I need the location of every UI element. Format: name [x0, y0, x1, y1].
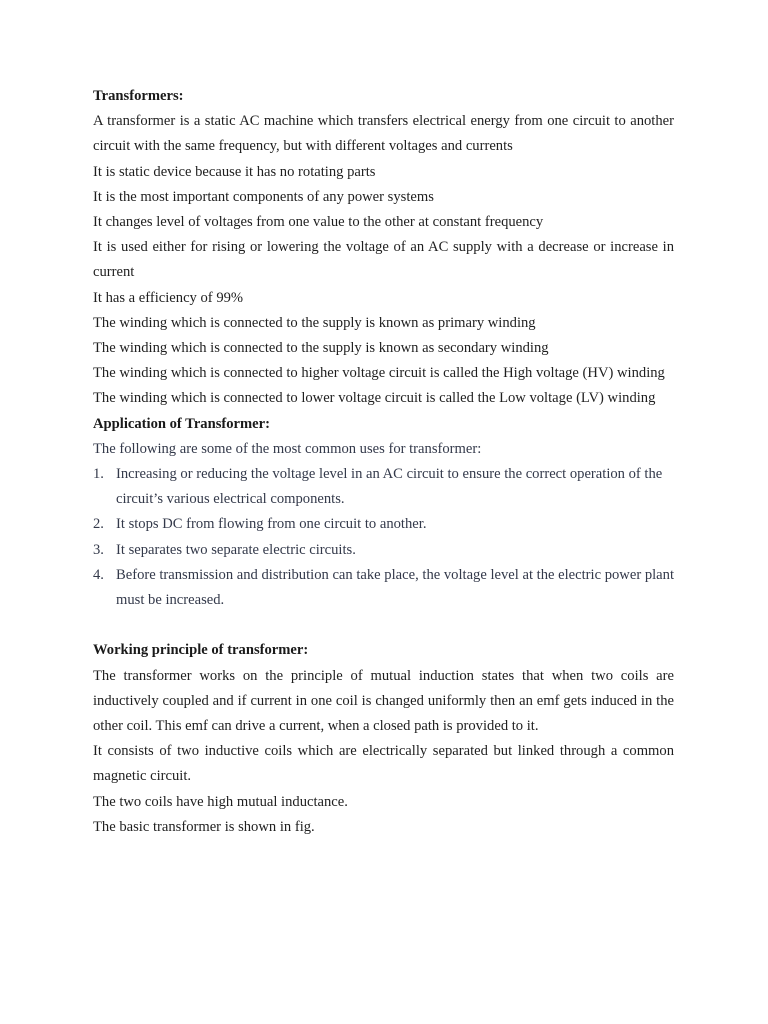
paragraph: A transformer is a static AC machine which transfers electrical energy from one circuit to another circuit with the same frequency, but with different voltages and currents — [93, 113, 674, 155]
list-item-number: 1. — [93, 466, 104, 483]
paragraph: The two coils have high mutual inductance. — [93, 793, 348, 810]
paragraph: It consists of two inductive coils which are electrically separated but linked through a common magnetic circuit. — [93, 743, 674, 785]
list-item-number: 2. — [93, 516, 104, 533]
list-item-text: It separates two separate electric circuits. — [116, 541, 356, 558]
paragraph: It is used either for rising or lowering the voltage of an AC supply with a decrease or increase in current — [93, 239, 674, 281]
paragraph: It is the most important components of any power systems — [93, 188, 434, 205]
list-item-number: 4. — [93, 566, 104, 583]
list-item — [93, 512, 674, 537]
paragraph: It is static device because it has no rotating parts — [93, 163, 376, 180]
blank-line — [93, 613, 674, 638]
list-item-text: Increasing or reducing the voltage level in an AC circuit to ensure the correct operation of the circuit’s various electrical components. — [116, 466, 663, 508]
paragraph: The winding which is connected to higher voltage circuit is called the High voltage (HV) winding — [93, 365, 665, 382]
paragraph: It has a efficiency of 99% — [93, 289, 244, 306]
paragraph: The basic transformer is shown in fig. — [93, 818, 315, 835]
paragraph: The transformer works on the principle of mutual induction states that when two coils are inductively coupled and if current in one coil is changed uniformly then an emf gets induced in the other coil. This emf can drive a current, when a closed path is provided to it. — [93, 667, 674, 735]
section-heading-transformers: Transformers: — [93, 88, 184, 104]
section-heading-working-principle: Working principle of transformer: — [93, 642, 309, 659]
list-item-text: Before transmission and distribution can take place, the voltage level at the electric power plant must be increased. — [116, 566, 675, 609]
list-item-text: It stops DC from flowing from one circuit to another. — [116, 516, 427, 533]
application-lead: The following are some of the most common uses for transformer: — [93, 440, 482, 457]
section-heading-application: Application of Transformer: — [93, 415, 270, 432]
list-item-number: 3. — [93, 541, 104, 558]
document-body — [93, 84, 674, 840]
paragraph: The winding which is connected to the supply is known as primary winding — [93, 314, 536, 331]
paragraph: The winding which is connected to the supply is known as secondary winding — [93, 340, 549, 357]
paragraph: The winding which is connected to lower voltage circuit is called the Low voltage (LV) winding — [93, 390, 656, 407]
paragraph: It changes level of voltages from one value to the other at constant frequency — [93, 214, 544, 231]
list-item — [93, 563, 674, 613]
list-item — [93, 538, 674, 563]
application-list — [93, 462, 674, 613]
list-item — [93, 462, 674, 512]
